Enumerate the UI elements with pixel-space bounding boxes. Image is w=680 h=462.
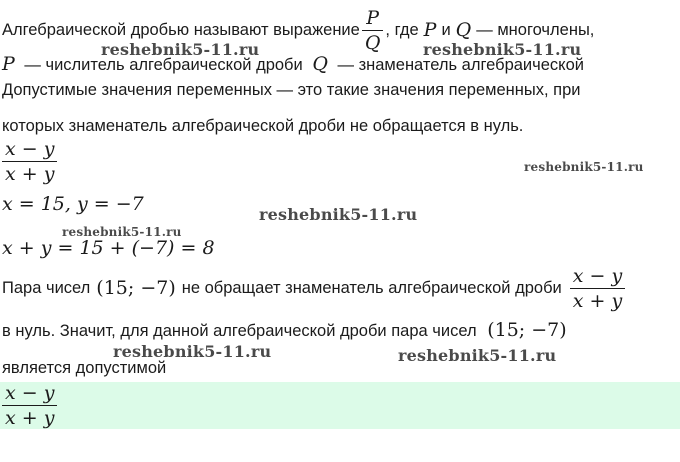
watermark: reshebnik5-11.ru bbox=[423, 40, 582, 59]
xy-denominator: x + y bbox=[5, 163, 55, 185]
sum-line: x + y = 15 + (−7) = 8 bbox=[2, 237, 215, 259]
intro-text-and: и bbox=[441, 21, 451, 39]
line2-var-p: P bbox=[2, 53, 15, 75]
answer-fraction-line bbox=[2, 382, 57, 429]
pair-value: (15; −7) bbox=[96, 277, 176, 299]
pq-numerator: P bbox=[366, 6, 380, 29]
answer-highlight bbox=[0, 382, 680, 429]
conclusion-line-3: является допустимой bbox=[2, 359, 167, 377]
answer-fraction bbox=[2, 382, 57, 429]
conclusion-line-1 bbox=[2, 262, 625, 314]
intro-text-where: , где bbox=[385, 21, 419, 39]
fraction-bar bbox=[362, 30, 384, 31]
line2-numerator-text: — числитель алгебраической дроби bbox=[24, 56, 303, 74]
var-q: Q bbox=[455, 19, 472, 41]
fraction-bar bbox=[2, 405, 57, 406]
conclusion-text-denominator: не обращает знаменатель алгебраической дроби bbox=[181, 279, 562, 297]
definition-line-1: Допустимые значения переменных — это такие значения переменных, при bbox=[2, 81, 581, 99]
xy-fraction bbox=[2, 138, 57, 185]
answer-numerator: x − y bbox=[5, 382, 55, 404]
conclusion-fraction bbox=[570, 265, 625, 312]
conclusion-text-zero: в нуль. Значит, для данной алгебраической дроби пара чисел bbox=[2, 322, 477, 340]
watermark: reshebnik5-11.ru bbox=[259, 205, 418, 224]
fraction-bar bbox=[570, 288, 625, 289]
line2-var-q: Q bbox=[312, 53, 328, 75]
intro-text: Алгебраической дробью называют выражение bbox=[2, 21, 360, 39]
pair-value-2: (15; −7) bbox=[487, 319, 567, 341]
watermark: reshebnik5-11.ru bbox=[62, 225, 182, 239]
values-line: x = 15, y = −7 bbox=[2, 193, 144, 215]
conclusion-numerator: x − y bbox=[572, 264, 623, 287]
fraction-bar bbox=[2, 161, 57, 162]
watermark: reshebnik5-11.ru bbox=[524, 160, 644, 174]
xy-numerator: x − y bbox=[5, 138, 55, 160]
pq-denominator: Q bbox=[364, 31, 381, 54]
var-p: P bbox=[423, 19, 437, 41]
conclusion-line-2 bbox=[2, 320, 567, 341]
answer-denominator: x + y bbox=[5, 407, 55, 429]
definition-line-2: которых знаменатель алгебраической дроби не обращается в нуль. bbox=[2, 117, 524, 135]
watermark: reshebnik5-11.ru bbox=[113, 342, 272, 361]
line2-denominator-text: — знаменатель алгебраической bbox=[337, 56, 584, 74]
watermark: reshebnik5-11.ru bbox=[398, 346, 557, 365]
conclusion-text-pair: Пара чисел bbox=[2, 279, 91, 297]
watermark: reshebnik5-11.ru bbox=[101, 40, 260, 59]
solution-fraction bbox=[2, 138, 57, 185]
intro-text-polynomials: — многочлены, bbox=[476, 21, 595, 39]
conclusion-denominator: x + y bbox=[572, 289, 623, 312]
